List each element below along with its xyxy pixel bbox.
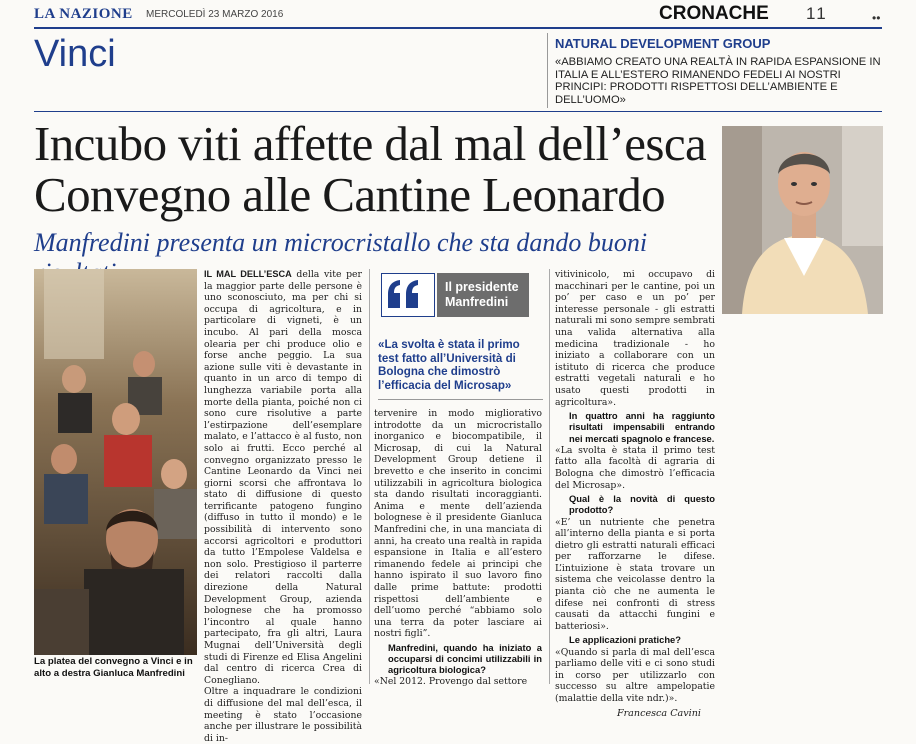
interview-question: Qual è la novità di questo prodotto? [569, 493, 715, 516]
header-rule [34, 27, 882, 29]
page-number: 11 [806, 4, 828, 23]
sidebar-box-text: «ABBIAMO CREATO UNA REALTÀ IN RAPIDA ESPANSIONE IN ITALIA E ALL’ESTERO RIMANENDO FEDELI AI NOSTRI PRINCIPI: PRODOTTI RISPETTOSI DELL’AMBIENTE E DELL’UOMO» [555, 56, 881, 106]
section-rule [34, 111, 882, 112]
article-paragraph [204, 269, 362, 686]
interview-question: In quattro anni ha raggiunto risultati impensabili entrando nei mercati spagnolo e francese. [569, 410, 715, 444]
masthead-logo: LA NAZIONE [34, 6, 133, 22]
pull-quote-rule [378, 399, 543, 400]
interview-answer: vitivinicolo, mi occupavo di macchinari per le cantine, poi un po’ per caso e un po’ per interesse personale - gli estratti naturali mi sono sempre sembrati una valida alternativa alla medicina tradizionale - ho iniziato a collaborare con un istituto di ricerca che produce estratti vegetali naturali e ho usato questi prodotti in agricoltura». [555, 269, 715, 408]
paragraph-text: della vite per la maggior parte delle persone è uno sconosciuto, ma per chi si occupa di agricoltura, e in particolare di vigneti, è un incubo. Al pari della mosca olearia per chi produce olio e forse anche peggio. La sua azione sulle viti è devastante in quanto in un arco di tempo di lunghezza variabile porta alla morte della pianta, poiché non ci sono cure risolutive a parte l’estirpazione dell’esemplare malato, e l’attacco è al fusto, non solo ai frutti. Ecco perché al convegno organizzato presso le Cantine Leonardo da Vinci nei giorni scorsi che affrontava lo stato di diffusione di questo terrificante patogeno fungino (diffuso in tutto il mondo) e le possibilità di intervento sono accorsi agricoltori e produttori da tutto l’Empolese Valdelsa e non solo. Prestigioso il parterre dei relatori raccolti dalla direzione della Natural Development Group, azienda bolognese che ha promosso l’incontro al quale hanno partecipato, fra gli altri, Laura Mugnai dell’Università degli studi di Firenze ed Elisa Angelini dal centro di ricerca Crea di Conegliano. [204, 269, 362, 686]
interview-answer: «Nel 2012. Provengo dal settore [374, 676, 528, 688]
article-paragraph: tervenire in modo migliorativo introdotte da un microcristallo inorganico e biocompatibile, il Microsap, di cui la Natural Development Group detiene il brevetto e che inserito in concimi utilizzabili in agricoltura biologica sta dando risultati incoraggianti. Anima e mente dell’azienda bolognese è il presidente Gianluca Manfredini che, in una manciata di anni, ha creato una realtà in rapida espansione in Italia e all’estero rimanendo fedele ai principi che hanno ispirato il suo lavoro fino dalle prime battute: prodotti rispettosi dell’ambiente e dell’uomo perché “abbiamo solo una terra da poter lasciare ai nostri figli”. [374, 408, 542, 640]
interview-answer: «Quando si parla di mal dell’esca parliamo delle viti e ci sono studi in corso per utilizzarlo con successo su altre ampelopatie (malattie della vite ndr.)». [555, 646, 715, 705]
article-column-3 [555, 269, 715, 719]
sidebar-box-title: NATURAL DEVELOPMENT GROUP [555, 36, 771, 51]
article-column-2 [374, 408, 542, 688]
header-divider [547, 33, 548, 108]
headline [34, 118, 724, 220]
section-title: CRONACHE [659, 3, 769, 24]
quote-marks-icon [382, 274, 434, 316]
portrait-photo [722, 126, 883, 314]
city-label: Vinci [34, 33, 116, 75]
interview-question: Manfredini, quando ha iniziato a occuparsi di concimi utilizzabili in agricoltura biologica? [388, 641, 542, 676]
quote-badge [381, 273, 435, 317]
portrait-illustration [722, 126, 883, 314]
article-column-1 [204, 269, 362, 744]
interview-answer: «La svolta è stata il primo test fatto alla facoltà di agraria di Bologna che dimostrò l’efficacia del Microsap». [555, 444, 715, 491]
column-divider [549, 269, 550, 684]
photo-caption: La platea del convegno a Vinci e in alto a destra Gianluca Manfredini [34, 656, 193, 679]
column-divider [369, 269, 370, 684]
interview-answer: «E’ un nutriente che penetra all’interno della pianta e si porta dietro gli estratti naturali efficaci per rafforzarne le difese. L’intuizione è stata trovare un sistema che veicolasse dentro la pianta ciò che ne aumenta le difese nei confronti di stress causati da attacchi fungini e batteriosi». [555, 516, 715, 632]
article-paragraph: Oltre a inquadrare le condizioni di diffusione del mal dell’esca, il meeting è stato l’occasione anche per illustrare le possibilità di in- [204, 686, 362, 744]
headline-line-2: Convegno alle Cantine Leonardo [34, 167, 666, 222]
headline-line-1: Incubo viti affette dal mal dell’esca [34, 116, 707, 171]
author-byline: Francesca Cavini [616, 707, 701, 719]
audience-illustration [34, 269, 197, 655]
quote-speaker-label: Il presidente Manfredini [437, 273, 529, 317]
lead-in: IL MAL DELL’ESCA [204, 269, 292, 279]
audience-photo [34, 269, 197, 655]
issue-date: MERCOLEDÌ 23 MARZO 2016 [146, 9, 284, 20]
pull-quote: «La svolta è stata il primo test fatto all’Università di Bologna che dimostrò l’efficacia del Microsap» [378, 338, 520, 392]
header-ornament: •• [872, 11, 881, 25]
interview-question: Le applicazioni pratiche? [569, 634, 682, 646]
subheadline: Manfredini presenta un microcristallo che sta dando buoni [34, 228, 648, 257]
